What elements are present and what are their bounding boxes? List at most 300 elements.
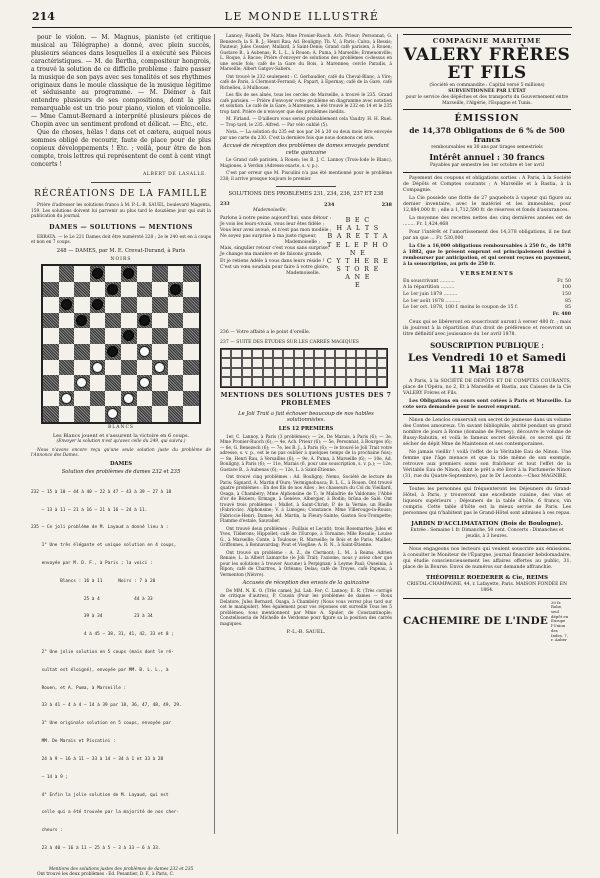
grid-cell [335, 358, 345, 368]
ad-rule [403, 543, 571, 544]
board-square [74, 360, 90, 376]
jardin-title: JARDIN D'ACCLIMATATION (Bois de Boulogne). [411, 521, 563, 528]
board-square [137, 360, 153, 376]
versements-table [403, 279, 571, 318]
solutions-title: DAMES [110, 460, 132, 467]
black-piece [170, 284, 181, 295]
puzzle-row [220, 202, 392, 328]
dames-note: Nous n'avons encore reçu qu'une seule solution juste du problème de l'Annonce des Dames. [31, 447, 211, 459]
move-line: Blancs : 16 à 11 Noirs : 7 à 20 [31, 578, 156, 584]
board-top-label: NOIRS [110, 257, 132, 263]
checkers-diagram [41, 257, 201, 431]
board-square [43, 391, 59, 407]
board-square [74, 297, 90, 313]
versement-amount: Fr. 50 [557, 278, 571, 284]
move-line: — 13 à 11 — 21 à 16 — 21 à 16 — 24 à 11. [31, 507, 148, 513]
versement-label: Le 1er juin 1878 ......... [403, 291, 458, 297]
grid-cell [356, 368, 366, 378]
grid-cell [346, 349, 356, 359]
board-square [74, 406, 90, 422]
poem-close: 236 — Votre affaité a le point d'oreille. [220, 329, 311, 335]
grid-cell [294, 349, 304, 359]
move-line: 39 à 34 23 à 34 [31, 614, 153, 620]
poem-line: Mademoiselle. [286, 270, 320, 276]
ad-rule [403, 414, 571, 415]
versement-row [403, 285, 571, 292]
ad-body-1: Payement des coupons et obligations sorties : A Paris, à la Société de Dépôts et Comptes courants ; A Marseille et à Bastia, à la Compagnie. [403, 175, 571, 193]
grid-cell [335, 368, 345, 378]
move-line: 3° Une originale solution en 5 coups, envoyée par [31, 721, 172, 727]
board-square [90, 297, 106, 313]
board-square [137, 328, 153, 344]
interest-sub: Payables par semestre les 1er octobre et 1er avril [430, 162, 544, 168]
grid-cell [304, 368, 314, 378]
board-square [105, 282, 121, 298]
white-piece [123, 393, 134, 404]
board-square [183, 360, 199, 376]
board-square [168, 297, 184, 313]
white-piece [139, 346, 150, 357]
grid-cell [283, 377, 293, 387]
grid-cell [231, 377, 241, 387]
grid-cell [314, 358, 324, 368]
separator [276, 186, 336, 187]
board-square [59, 328, 75, 344]
board-square [74, 344, 90, 360]
grid-cell [273, 349, 283, 359]
black-piece [92, 299, 103, 310]
board-square [90, 375, 106, 391]
black-piece [92, 268, 103, 279]
ninon-paragraph-1: Ninon de Lenclos conservait son secret de jeunesse dans un volume des Contes amoureux. Un savant bibliophile, abrité pendant un grand nombre de jours à Rome (domaine de Ferney), découvre le volume de Bussy-Rabutin, et voilà le fameux secret dévoilé, ce secret qui fit sécher de dépit Mme de Maintenon et ses contemporaines. [403, 418, 571, 448]
cachemire-side: 30 fr. Robe, seul dépôt en Europe l'Union des Indes, 7, r. Auber [551, 599, 569, 643]
ad-capital: (Société en commandite : Capital versé 5 millions) [429, 83, 545, 89]
board-square [121, 344, 137, 360]
white-piece [61, 393, 72, 404]
column-right [403, 34, 571, 834]
grid-cell [263, 349, 273, 359]
grid-cell [325, 368, 335, 378]
obligations-sub: remboursables en 30 ans par tirages semestriels [431, 144, 543, 150]
board-square [43, 360, 59, 376]
move-line: 4 à 45 — 38, 31, 41, 42, 33 et 8 ; [31, 632, 174, 638]
grid-cell [252, 349, 262, 359]
ad-company-head: COMPAGNIE MARITIME [403, 34, 571, 46]
cachemire-title: CACHEMIRE DE L'INDE [403, 615, 548, 628]
grid-cell [231, 368, 241, 378]
grid-cell [294, 377, 304, 387]
versement-label: Le 1er oct. 1878, 100 f. moins le coupon de 15 f. [403, 305, 519, 311]
board-square [90, 360, 106, 376]
board-square [152, 406, 168, 422]
board-caption: Les Blancs jouent et s'assurent la victoire en 6 coups. [52, 432, 190, 439]
board-square [121, 375, 137, 391]
board-square [121, 313, 137, 329]
column-rule-1 [214, 34, 215, 834]
ad-company-name: VALERY FRÈRES ET FILS [403, 44, 571, 83]
board-square [74, 282, 90, 298]
diamond-row: A N E [345, 273, 371, 282]
move-line: 33 à 41 — 4 à 4 — 14 à 39 par 18, 36, 47, 48, 49, 29. [31, 703, 182, 709]
board-square [183, 328, 199, 344]
board-square [152, 344, 168, 360]
board-square [43, 406, 59, 422]
board-square [121, 406, 137, 422]
move-line: 23 à 40 — 16 à 11 — 25 à 5 — 3 à 33 — 6 à 33. [31, 845, 161, 851]
accuse2-title: Accusés de réception des envois de la quinzaine [242, 580, 370, 587]
move-line: MM. De Marais et Piscatini : [31, 739, 116, 745]
grid-cell [304, 349, 314, 359]
board-square [74, 375, 90, 391]
ad-service: pour le service des dépêches et des transports du Gouvernement entre Marseille, l'Algérie, l'Espagne et Tunis. [405, 94, 569, 106]
move-line: 232 — 15 à 10 — 44 à 40 — 22 à 47 — 43 à 39 — 27 à 18 [31, 489, 172, 495]
board-square [137, 297, 153, 313]
black-piece [76, 315, 87, 326]
white-piece [139, 377, 150, 388]
souscription-note: Les Obligations en cours sont cotées à Paris et Marseille. La cote sera demandée pour le nouvel emprunt. [403, 399, 571, 411]
board-square [105, 391, 121, 407]
poem-line: Je vois les leurs-vivais, vous leur êtes fidèle ; [220, 222, 325, 228]
board-square [59, 313, 75, 329]
poem-line: Parlons à notre peine aujourd'hui, sans détour : [220, 216, 332, 222]
board-square [59, 391, 75, 407]
board-square [168, 406, 184, 422]
versement-amount: 100 [562, 285, 571, 291]
board-square [90, 266, 106, 282]
move-line: Rouen, et A. Puma, à Marseille : [31, 685, 127, 691]
journal-title: LE MONDE ILLUSTRÉ [224, 10, 380, 23]
board-square [90, 313, 106, 329]
column-rule-2 [397, 34, 398, 834]
board-square [183, 391, 199, 407]
grid-cell [242, 349, 252, 359]
mentions-rest-1: Ont trouvé cinq problèmes : Ad. Bouligny; Nemo, Société de lecture de Paris; Signard, A. Martin d'Ours; Vermignobusca; B. L. L., à Rouen. Ont trouvé quatre problèmes : En des fils de nos Ailes ; les chasseurs du Col du Vieillard, Osaga, à Chambéry; Mme Alphonsine de T.; le Maladrie de Valdonne; l'Abbé d'or de Béziers; Ermage, à Genève, Albergier, à Bodin; brûna de Salé. Ont trouvé trois problèmes : Mallet, à Saint-Christ; P. de la Vernie; un Rieille (Fabriccie). Alphonsine; V. à Limoges; Constance. Mme Villerouge-la-Rouss; Fabriccie-Henri; Dames; Ad. Martin, la Fleury-Sainte; Gaston Sou-Trompette; Flamme d'estale, Sauvalier. [220, 475, 392, 525]
grid-cell [314, 368, 324, 378]
grid-cell [366, 358, 376, 368]
board-square [183, 406, 199, 422]
interest-title: Intérêt annuel : 30 francs [429, 151, 545, 162]
versement-total [403, 312, 571, 319]
grid-cell [377, 349, 387, 359]
board-square [74, 391, 90, 407]
word-diamond-puzzle [324, 202, 392, 328]
grid-cell [325, 377, 335, 387]
board-square [152, 282, 168, 298]
recreations-note: Prière d'adresser les solutions franco à M. P.-L.-B. SAUEL, boulevard Magenta, 159. Les solutions doivent lui parvenir au plus tard le douzième jour qui suit la publication du journal. [31, 203, 211, 220]
move-line: 4° Enfin la jolie solution de M. Layaud, qui est [31, 792, 169, 798]
puzzle-number: 238 [381, 201, 392, 208]
accuse-text-2: C'est par erreur que M. Pisculini n'a pas été mentionné pour le problème 238; il arrive presque toujours le premier. [220, 171, 392, 182]
grid-cell [273, 358, 283, 368]
mentions-heading: Mentions des solutions justes des problèmes de dames 232 et 235 [48, 866, 194, 872]
grid-cell [294, 368, 304, 378]
board-square [183, 375, 199, 391]
poem-number: 233 [220, 201, 230, 207]
poem-title: Mademoiselle, [253, 208, 287, 214]
white-piece [154, 362, 165, 373]
move-line: 1° Une très élégante et unique solution en 4 coups, [31, 543, 177, 549]
black-piece [123, 330, 134, 341]
grid-cell [263, 377, 273, 387]
move-line: 2° Une jolie solution en 5 coups (mais dont le ré- [31, 650, 174, 656]
poem-line: Et je retiens Adèle à vous dans leurs réside ! [220, 258, 325, 264]
mentions-subtitle: Le Joli Trait a fait échouer beaucoup de nos habiles solutionnistes. [238, 410, 374, 424]
grid-puzzle-title: 237 — SUITE DES ÉTUDES SUR LES CARRÉS MAGIQUES [220, 339, 359, 345]
grid-cell [231, 358, 241, 368]
ad-body-5: La Cie a 16,000 obligations remboursables à 250 fr., de 1878 à 1882, que le présent emprunt est principalement destiné à rembourser par anticipation, et qui seront reçues en payement, à la souscription, au prix de 250 fr. [403, 243, 571, 267]
accuse-title: Accusé de réception des problèmes de dames envoyés pendant cette quinzaine [222, 143, 390, 156]
mentions-list: 1er, C. Lannoy, à Paris (3 problèmes); — 2e, De Marais, à Paris (6); — 3e, Mme Pronier-Ruoch (6); — 4e, Ach. Prieur (6); — 5e, Personnat, à Bourges (6); — 6e, G. Benezech (6); — 7e, les B. J., à Paris (6); — le trouvé le Joli Trait votre adresse, s. v. p., est le ne pas oublier à quelques temps de la prochaine fois); — 8e, Henri Rau, à Versailles (6); — 9e, A. Puma, à Marseille (6); — 10e, Ad. Bouligny, à Paris (6); — 11e, Marais (6, pour une souscription, s. v. p.); — 12e, Gustave B., à Aubenas (6); — 12e, L. à Saint-Étienne. [220, 434, 392, 473]
board-square [43, 313, 59, 329]
board-square [152, 297, 168, 313]
music-review [31, 34, 211, 169]
versement-label: En souscrivant .......... [403, 278, 455, 284]
emission-title: ÉMISSION [454, 113, 520, 125]
diamond-row: H A L T S [336, 224, 380, 233]
board-square [43, 375, 59, 391]
grid-cell [325, 349, 335, 359]
solvers-nota: Nota. — La solution du 235 est nos par 24 à 20 ou deux mois être envoyée par une carte du 230. C'est la dernière fois que nous donnons cet avis. [220, 130, 392, 141]
versement-amount: Fr. 480 [552, 311, 571, 317]
board-square [105, 313, 121, 329]
ad-body-6: Ceux qui se libéreront en souscrivant auront à verser 480 fr. ; mais ils jouiront à la répartition d'un droit de préférence et recevront un titre définitif avec jouissance du 1er avril 1878. [403, 320, 571, 338]
board-square [90, 328, 106, 344]
board-square [105, 360, 121, 376]
mentions-rest-3: Ont trouvé un problème : A. Z., de Clermont; L. M., à Reims; Adrien Renaie; L. la Albert Lamarche (le Joli Trait; l'axiome, nous y aviez cher que pour les solutions à trouver Aucune) à Perpignan; à Leyme Paul; Ouseinia, à Ripon; café de Chartres, à Orléans; Delas; café de Troyes, café Papeau, à Vermenton (Nièvre). [220, 550, 392, 578]
board-square [137, 282, 153, 298]
solvers-list-1: Lannoy; Fanelli; De Mara; Mme Pronier-Ruoch. Ach. Prieur; Personnat; G. Benezech; la S. B. J.; Henri Rau; Ad. Bouligny; Th. V., à Paris; Calva, à Bessis; Pauteur; Jules Cessier; Mallard, à Saint-Denis; Grand café parisien, à Rouen; Gustave B., à Aubenas; R. L. L., à Rouen; A. Puma, à Marseille; Ermenonville; L. Roque, à Bacoe; Prière d'envoyer de solutions des problèmes ci-dessus en une seule fois; café de la Gare du Bois, à Marennes; cercle Paradis, à Marseille; Albert Gatgov-Sabers. [220, 34, 392, 72]
move-line: cheurs : [31, 828, 63, 834]
black-piece [61, 299, 72, 310]
board-square [137, 391, 153, 407]
column-left [31, 34, 211, 878]
poem-line: Je change ma manière et de faisons grande, [220, 252, 323, 258]
board-square [168, 375, 184, 391]
grid-cell [242, 368, 252, 378]
board-square [183, 297, 199, 313]
board-square [59, 375, 75, 391]
masthead [32, 10, 572, 28]
editor-signoff: P.-L.-B. SAUEL. [286, 629, 326, 636]
grid-cell [294, 358, 304, 368]
ad-subvention: SUBVENTIONNÉE PAR L'ÉTAT [448, 89, 526, 95]
grid-cell [335, 377, 345, 387]
checkerboard [41, 264, 201, 424]
versement-amount: 85 [565, 298, 571, 304]
grid-cell [242, 358, 252, 368]
board-square [137, 406, 153, 422]
board-square [152, 313, 168, 329]
grid-cell [346, 377, 356, 387]
accuse2-text: De MM. N. K. O. (Très camel; Jul. Lab. Fer; C. Lannoy; E. R. (Très corrigé de critique d'autres), P. Cousin (Pour les problèmes de dames — Roux Delatore, Jules Bernard, Osaga, à Chambéry (Nous vous verrez plus tard sur cet le manipuler). Mes également pour vos réponses ont surveillé Tous les 5 problèmes; tous mentionnent par Mme A. Spuler, de Constantinople; Constelloseria de Michelle de Verdonne pour figure sa la position des carrés magiques. [220, 588, 392, 627]
move-line: celle qui a été trouvée par la majorité de nos cher- [31, 810, 180, 816]
versement-label: A la répartition ......... [403, 285, 455, 291]
board-square [137, 344, 153, 360]
board-square [59, 297, 75, 313]
board-square [59, 360, 75, 376]
white-piece [107, 408, 118, 419]
versement-row [403, 305, 571, 312]
board-square [168, 360, 184, 376]
moves-list [31, 478, 211, 864]
board-square [152, 328, 168, 344]
board-square [137, 313, 153, 329]
board-square [152, 375, 168, 391]
poem-line: Vous leur avez avoué, et n'est pas mon modèle ; [220, 228, 332, 234]
board-square [183, 344, 199, 360]
solutions-heading: SOLUTIONS DES PROBLÈMES 231, 234, 236, 237 ET 238 [228, 191, 384, 198]
grid-cell [314, 377, 324, 387]
board-square [105, 406, 121, 422]
grid-cell [242, 377, 252, 387]
dames-title: DAMES — SOLUTIONS — MENTIONS [49, 223, 193, 231]
board-square [43, 344, 59, 360]
grid-cell [377, 358, 387, 368]
board-square [152, 266, 168, 282]
grid-cell [283, 368, 293, 378]
grid-cell [366, 368, 376, 378]
board-square [74, 266, 90, 282]
versement-row [403, 292, 571, 299]
grid-cell [325, 358, 335, 368]
ad-rule [403, 172, 571, 173]
grid-cell [366, 349, 376, 359]
board-square [74, 328, 90, 344]
hotel-ad: Toutes les personnes qui fréquenteront les Déjeuners du Grand-Hôtel, à Paris, y trouveront une excellente cuisine, des vins et liqueurs supérieurs ; Déjeuners de la table d'hôte, 6 francs, vin compris. Cette table d'hôte est la mieux servie de Paris. Les personnes qui n'habitent pas le Grand-Hôtel sont admises à ces repas. [403, 487, 571, 517]
grid-cell [263, 368, 273, 378]
board-square [59, 344, 75, 360]
board-square [59, 266, 75, 282]
move-line: 24 à 9 — 16 à 11 — 33 à 14 — 34 à 1 et 33 à 28 [31, 756, 164, 762]
jardin-body: Entrée : Semaine 1 fr. Dimanche, 50 cent. Concerts : Dimanches et jeudis, à 3 heures. [410, 528, 564, 540]
cachemire-ad [403, 598, 571, 643]
grid-cell [377, 377, 387, 387]
board-square [152, 391, 168, 407]
ad-rule [403, 109, 571, 110]
board-square [90, 406, 106, 422]
board-square [183, 266, 199, 282]
grid-cell [304, 377, 314, 387]
board-square [168, 313, 184, 329]
board-square [168, 391, 184, 407]
grid-cell [377, 368, 387, 378]
move-line: — 14 à 9 ; [31, 774, 69, 780]
grid-cell [252, 368, 262, 378]
magic-square-grid [220, 348, 388, 388]
black-piece [107, 346, 118, 357]
mentions-text: Ont trouvé les deux problèmes : Ed. Pesantier, D. F., à Paris, C. [37, 872, 175, 878]
board-square [168, 328, 184, 344]
grid-cell [231, 349, 241, 359]
board-square [90, 391, 106, 407]
accuse-text-1: Le Grand café parisien, à Rouen; les B. J. C. Lannoy (Trois-Iode le Blanc), Magiones, à Verdun (Adresse exacte, s. v. p.). [220, 158, 392, 169]
board-square [43, 328, 59, 344]
grid-cell [221, 377, 231, 387]
ninon-paragraph-2: Ne jamais vieillir ! voilà l'effet de la Véritable Eau de Ninon. Une femme que l'âge menace et que la ride même de son exemple, retrouve aux premiers soins son fraîcheur et tout l'effet de la Véritable Eau de Ninon, dont le prêt a été livré à la Parfumerie Ninon (31, rue du Quatre-Septembre), par le Dr Leconte.—Chez MAGNIRE. [403, 450, 571, 480]
ad-rule [403, 483, 571, 484]
board-square [168, 344, 184, 360]
souscription-title: SOUSCRIPTION PUBLIQUE : [430, 341, 544, 351]
moniteur-ad: Nous engageons nos lecteurs qui veulent souscrire aux émissions, à consulter le Moniteur de l'Épargne, journal financier hebdomadaire, qui étudie consciencieusement les affaires offertes au public, 31, place de la Bourse. Envoi de numéros sur demande affranchie. [403, 546, 571, 571]
black-piece [139, 315, 150, 326]
recreations-title: RÉCRÉATIONS DE LA FAMILLE [34, 188, 208, 199]
mentions-title: MENTIONS DES SOLUTIONS JUSTES DES 7 PROBLÈMES [220, 391, 392, 407]
move-line: 235 — Ce joli problème de M. Layaud a donné lieu à : [31, 525, 169, 531]
intro-paragraph-2: Que de choses, hélas ! dans cet et cætera, auquel nous sommes obligé de recourir, faute de place pour de plus copieux développements ! Etc. ; voilà, pour être de bon compte, trois lettres qui représentent de cent à cent vingt concerts ! [31, 129, 211, 168]
grid-cell [346, 358, 356, 368]
diamond-row: B E C [345, 215, 371, 224]
poem-line: Mais, singulier retour c'est vous sans surprise, [220, 246, 330, 252]
grid-cell [356, 358, 366, 368]
souscription-dates: Les Vendredi 10 et Samedi 11 Mai 1878 [407, 352, 567, 377]
grid-cell [335, 349, 345, 359]
board-square [105, 266, 121, 282]
board-square [59, 406, 75, 422]
diamond-row: E [355, 281, 361, 290]
grid-cell [283, 349, 293, 359]
grid-cell [304, 358, 314, 368]
grid-cell [314, 349, 324, 359]
move-line: 25 à 4 44 à 33 [31, 596, 153, 602]
mentions-rest-2: Ont trouvé deux problèmes : Fuillais et Lecatit; trois Rosemartes; Jules et Yves, Tilderons; Hippollet; café de l'Europe, à Tornaine; Mlle Rosalie; Louise G., à Marseille; Conte, à Toulouse; R. Marseille; le Bois et de Paris; Maillet; Griffonnes, à Bonnavardag; Pout et Vieglise; A. R. N., à Saint-Étienne. [220, 526, 392, 549]
versement-amount: 85 [565, 305, 571, 311]
errata: ERRATA. — le Le 221 Dames doit être numéroté 228 ; 2e le 240 est en à coups et non en 7 coups. [31, 234, 211, 245]
board-square [168, 282, 184, 298]
grid-cell [263, 358, 273, 368]
board-square [105, 297, 121, 313]
board-square [121, 282, 137, 298]
grid-cell [252, 377, 262, 387]
intro-paragraph-1: pour le violon. — M. Magnus, pianiste (et critique musical au Télégraphe) a donné, avec plein succès, plusieurs séances dans lesquelles il a exécuté ses Pièces caractéristiques. — M. de Bertha, compositeur hongrois, a trouvé la solution de ce difficile problème : faire passer la musique de son pays avec ses tonalités et ses rhythmes originaux dans le moule classique de la musique légitime et séduisante au programme. — M. Diémer a fait entendre plusieurs de ses compositions, dont la plus remarquable est un trio pour piano, violon et violoncelle. — Mme Camut-Bernard a interprété plusieurs pièces de Chopin avec un sentiment profond et délicat. — Etc., etc. [31, 34, 211, 129]
ad-body-2: La Cie possède une flotte de 27 paquebots à vapeur qui figure au dernier inventaire, avec le matériel et les immeubles, pour 12,884,000 fr. ; elle a 1,712,590 fr. de réserves et fonds d'assurances. [403, 195, 571, 213]
board-square [137, 266, 153, 282]
board-square [105, 344, 121, 360]
solvers-list-4: M. Firland. — D'ailleurs vous seriez probablement cela Vaudry. H. H. Ruel. — Trop tard, le 235. Alfred. — Par vélo oublié (5). [220, 117, 392, 128]
board-square [121, 297, 137, 313]
black-piece [123, 268, 134, 279]
grid-cell [346, 368, 356, 378]
board-square [59, 282, 75, 298]
board-square [183, 313, 199, 329]
author-signature: ALBERT DE LASALLE. [142, 171, 207, 177]
poem-line: C'est un vœu soudain pour faire à votre gloire, [220, 264, 330, 270]
grid-cell [252, 358, 262, 368]
diamond-row: T E L E P H O N E [326, 240, 390, 257]
grid-cell [356, 349, 366, 359]
board-subcaption: (Envoyer la solution n'est qu'avec celle du 249, qui suivra.) [56, 439, 186, 445]
board-square [121, 360, 137, 376]
board-square [90, 344, 106, 360]
move-line: sultat est éloigné), envoyée par MM. B. L. L., à [31, 667, 169, 673]
ad-body-3: La moyenne des recettes nettes des cinq dernières années est de ........ Fr. 1,424,468 [403, 215, 571, 227]
puzzle-number: 234 [324, 201, 335, 208]
grid-cell [221, 368, 231, 378]
board-square [183, 282, 199, 298]
board-square [121, 328, 137, 344]
versement-label: Le 1er août 1878 .......... [403, 298, 461, 304]
black-piece [107, 284, 118, 295]
board-square [105, 375, 121, 391]
white-piece [92, 362, 103, 373]
diamond-row: B A R E T T A [327, 232, 389, 241]
board-bottom-label: BLANCS [107, 424, 134, 430]
grid-cell [356, 377, 366, 387]
champagne-sub: CRISTAL-CHAMPAGNE, 44, r. Lafayette, Paris. MAISON FONDÉE EN 1864. [406, 582, 568, 593]
grid-cell [221, 349, 231, 359]
board-square [152, 360, 168, 376]
board-square [43, 266, 59, 282]
ad-body-4: Pour l'intérêt et l'amortissement des 14,378 obligations, il ne faut par an que ... Fr. 530,000 [403, 229, 571, 241]
